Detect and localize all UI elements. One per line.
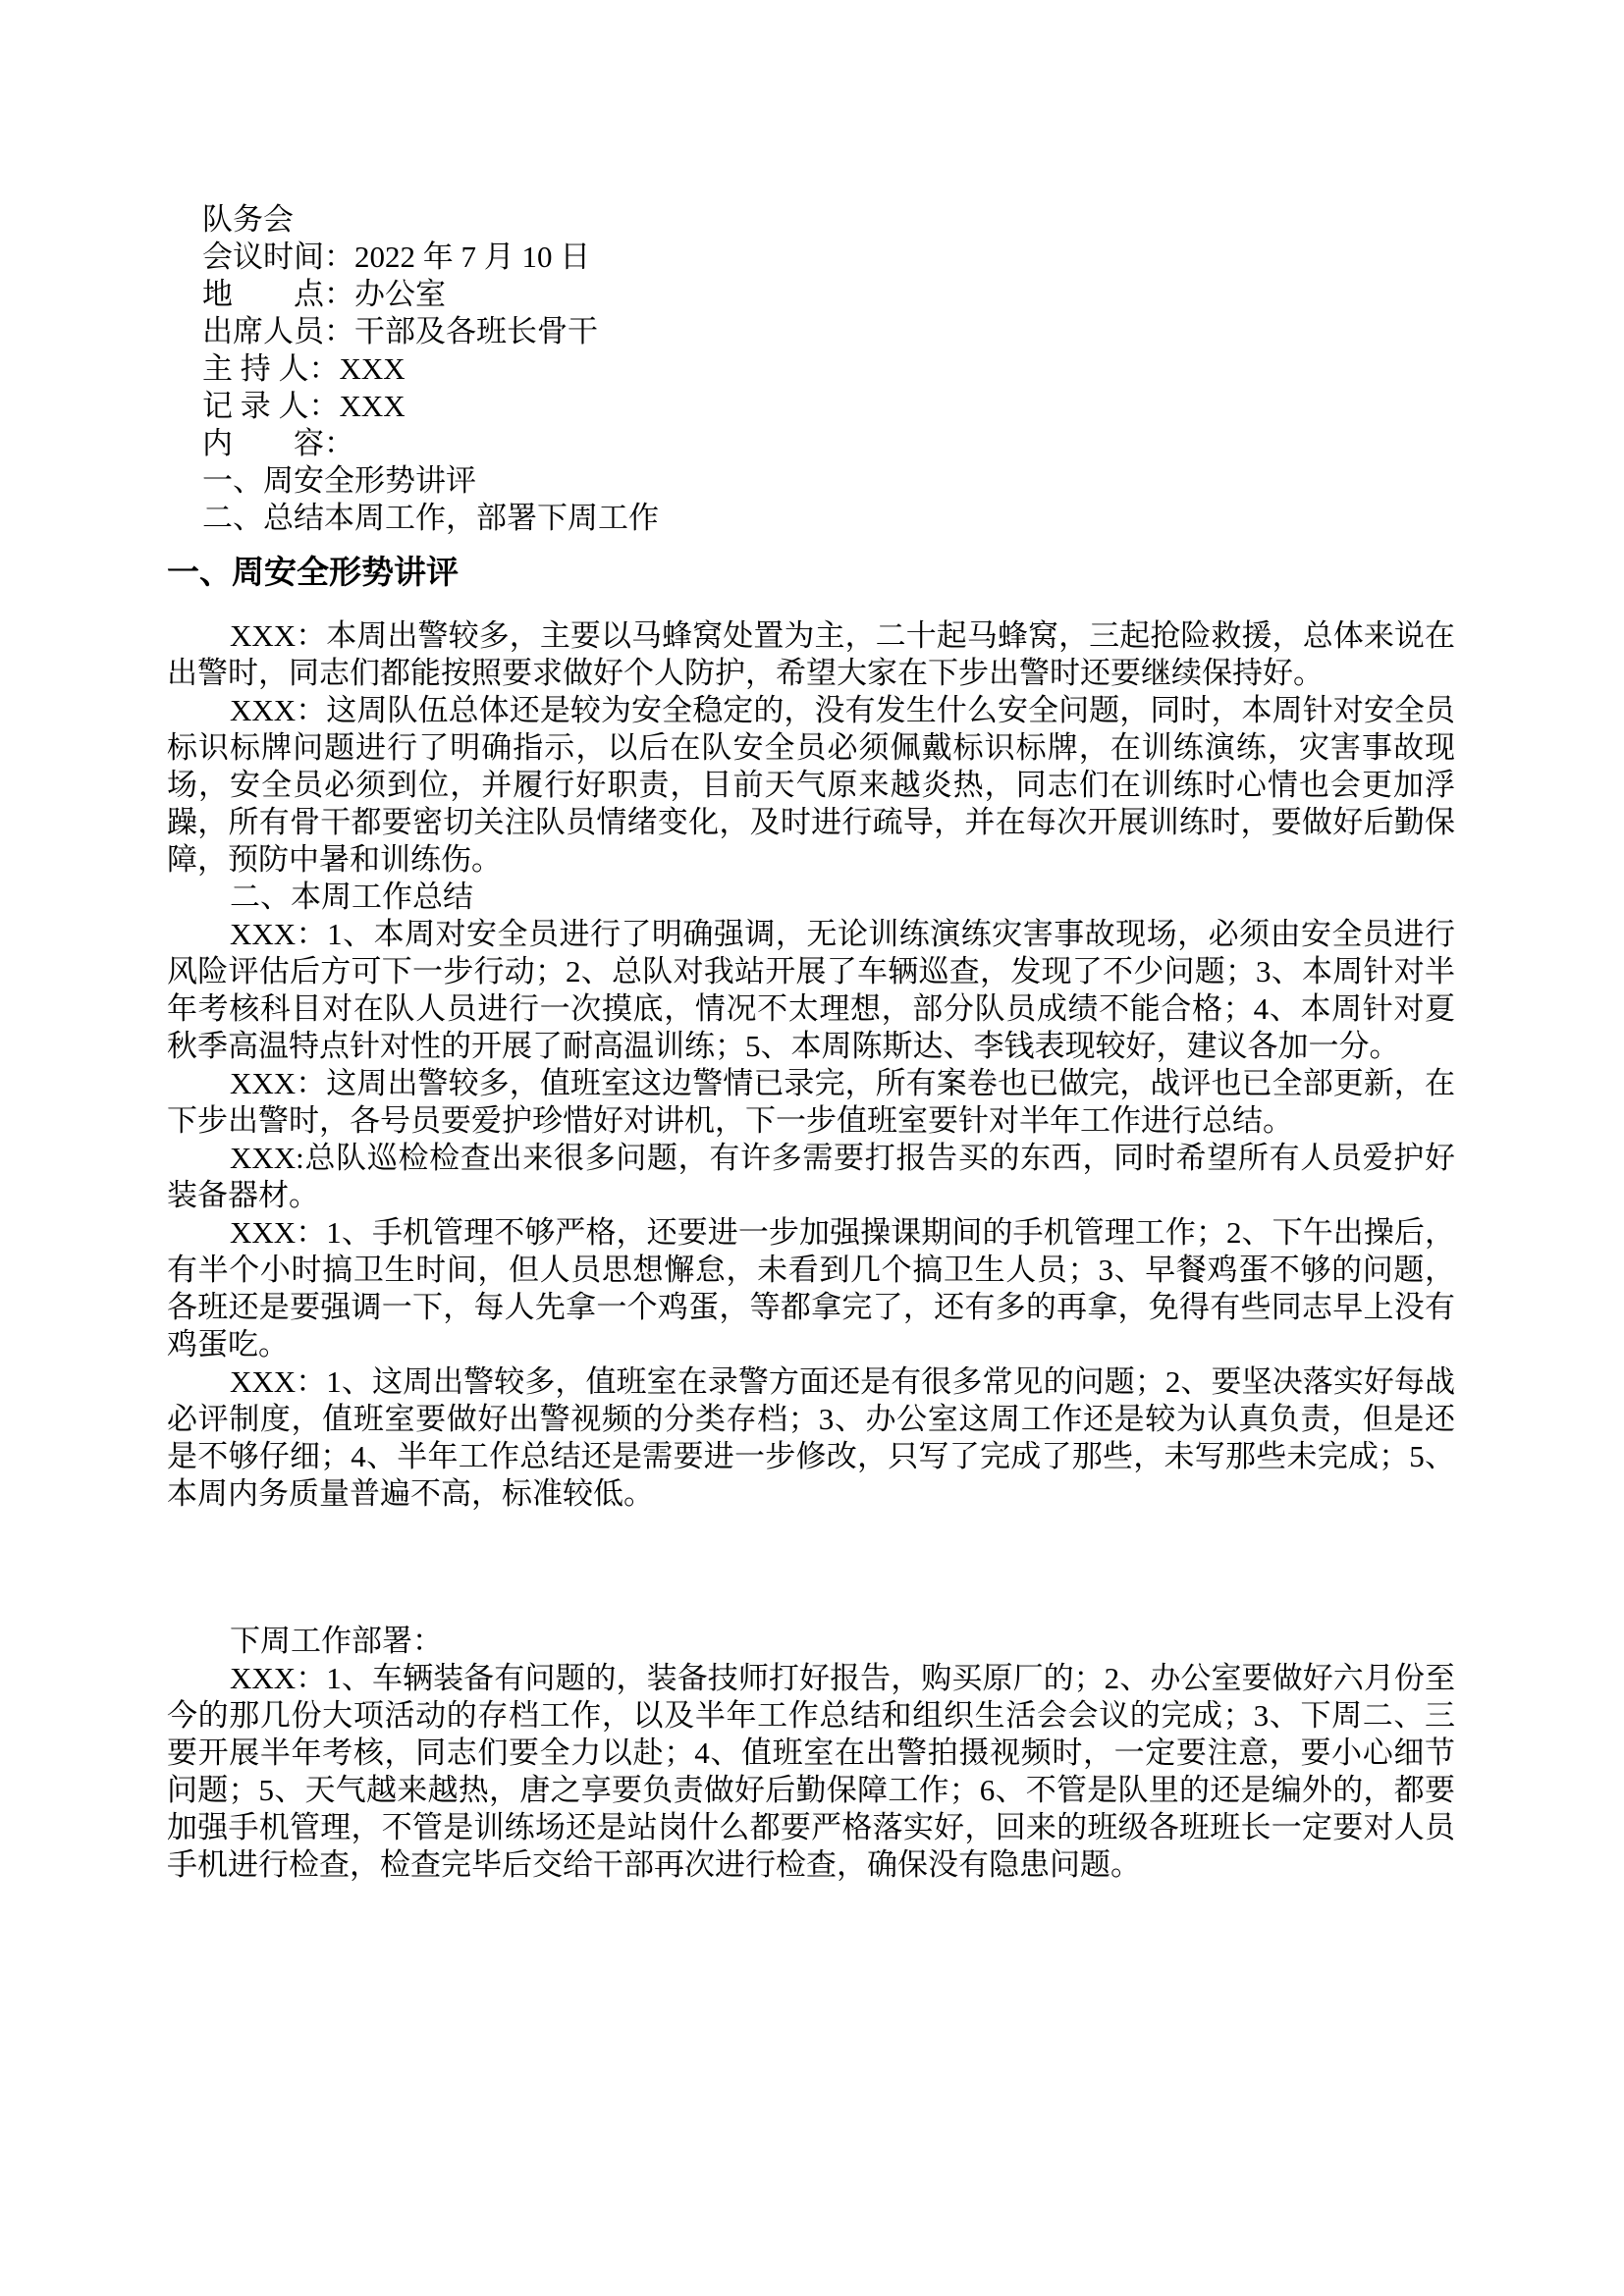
meeting-location-line: 地 点：办公室 — [202, 277, 446, 311]
next-week-deployment-label: 下周工作部署： — [230, 1624, 443, 1658]
host-line: 主 持 人：XXX — [202, 351, 406, 386]
recorder-line: 记 录 人：XXX — [202, 389, 406, 423]
meeting-time-line: 会议时间：2022 年 7 月 10 日 — [202, 240, 591, 274]
paragraph-safety-officer-instructions: XXX：这周队伍总体还是较为安全稳定的，没有发生什么安全问题，同时，本周针对安全员标识标牌问题进行了明确指示，以后在队安全员必须佩戴标识标牌，在训练演练，灾害事故现场，安全员必须到位，并履行好职责，目前天气原来越炎热，同志们在训练时心情也会更加浮躁，所有骨干都要密切关注队员情绪变化，及时进行疏导，并在每次开展训练时，要做好后勤保障，预防中暑和训练伤。 — [167, 693, 1455, 877]
agenda-item-1: 一、周安全形势讲评 — [202, 463, 476, 498]
paragraph-next-week-deployment: XXX：1、车辆装备有问题的，装备技师打好报告，购买原厂的；2、办公室要做好六月份至今的那几份大项活动的存档工作，以及半年工作总结和组织生活会会议的完成；3、下周二、三要开展半年考核，同志们要全力以赴；4、值班室在出警拍摄视频时，一定要注意，要小心细节问题；5、天气越来越热，唐之享要负责做好后勤保障工作；6、不管是队里的还是编外的，都要加强手机管理，不管是训练场还是站岗什么都要严格落实好，回来的班级各班班长一定要对人员手机进行检查，检查完毕后交给干部再次进行检查，确保没有隐患问题。 — [167, 1661, 1455, 1882]
paragraph-duty-room-issues: XXX：1、这周出警较多，值班室在录警方面还是有很多常见的问题；2、要坚决落实好每战必评制度，值班室要做好出警视频的分类存档；3、办公室这周工作还是较为认真负责，但是还是不够仔细；4、半年工作总结还是需要进一步修改，只写了完成了那些，未写那些未完成；5、本周内务质量普遍不高，标准较低。 — [167, 1364, 1455, 1511]
meeting-title: 队务会 — [202, 202, 294, 237]
subheading-week-work-summary: 二、本周工作总结 — [230, 880, 473, 914]
meeting-header — [202, 201, 1455, 537]
paragraph-dispatch-summary: XXX：本周出警较多，主要以马蜂窝处置为主，二十起马蜂窝，三起抢险救援，总体来说在出警时，同志们都能按照要求做好个人防护，希望大家在下步出警时还要继续保持好。 — [167, 618, 1455, 690]
paragraph-inspection-issues: XXX:总队巡检检查出来很多问题，有许多需要打报告买的东西，同时希望所有人员爱护好装备器材。 — [167, 1141, 1455, 1212]
content-label-line: 内 容： — [202, 426, 354, 460]
section-heading-week-safety-review: 一、周安全形势讲评 — [167, 554, 459, 590]
agenda-item-2: 二、总结本周工作，部署下周工作 — [202, 501, 659, 535]
paragraph-phone-management: XXX：1、手机管理不够严格，还要进一步加强操课期间的手机管理工作；2、下午出操后，有半个小时搞卫生时间，但人员思想懈怠，未看到几个搞卫生人员；3、早餐鸡蛋不够的问题，各班还是要强调一下，每人先拿一个鸡蛋，等都拿完了，还有多的再拿，免得有些同志早上没有鸡蛋吃。 — [167, 1215, 1455, 1362]
attendees-line: 出席人员：干部及各班长骨干 — [202, 314, 598, 348]
paragraph-duty-room-summary: XXX：这周出警较多，值班室这边警情已录完，所有案卷也已做完，战评也已全部更新，在下步出警时，各号员要爱护珍惜好对讲机，下一步值班室要针对半年工作进行总结。 — [167, 1066, 1455, 1138]
paragraph-week-work-items: XXX：1、本周对安全员进行了明确强调，无论训练演练灾害事故现场，必须由安全员进行风险评估后方可下一步行动；2、总队对我站开展了车辆巡查，发现了不少问题；3、本周针对半年考核科目对在队人员进行一次摸底，情况不太理想，部分队员成绩不能合格；4、本周针对夏秋季高温特点针对性的开展了耐高温训练；5、本周陈斯达、李钱表现较好，建议各加一分。 — [167, 917, 1455, 1063]
